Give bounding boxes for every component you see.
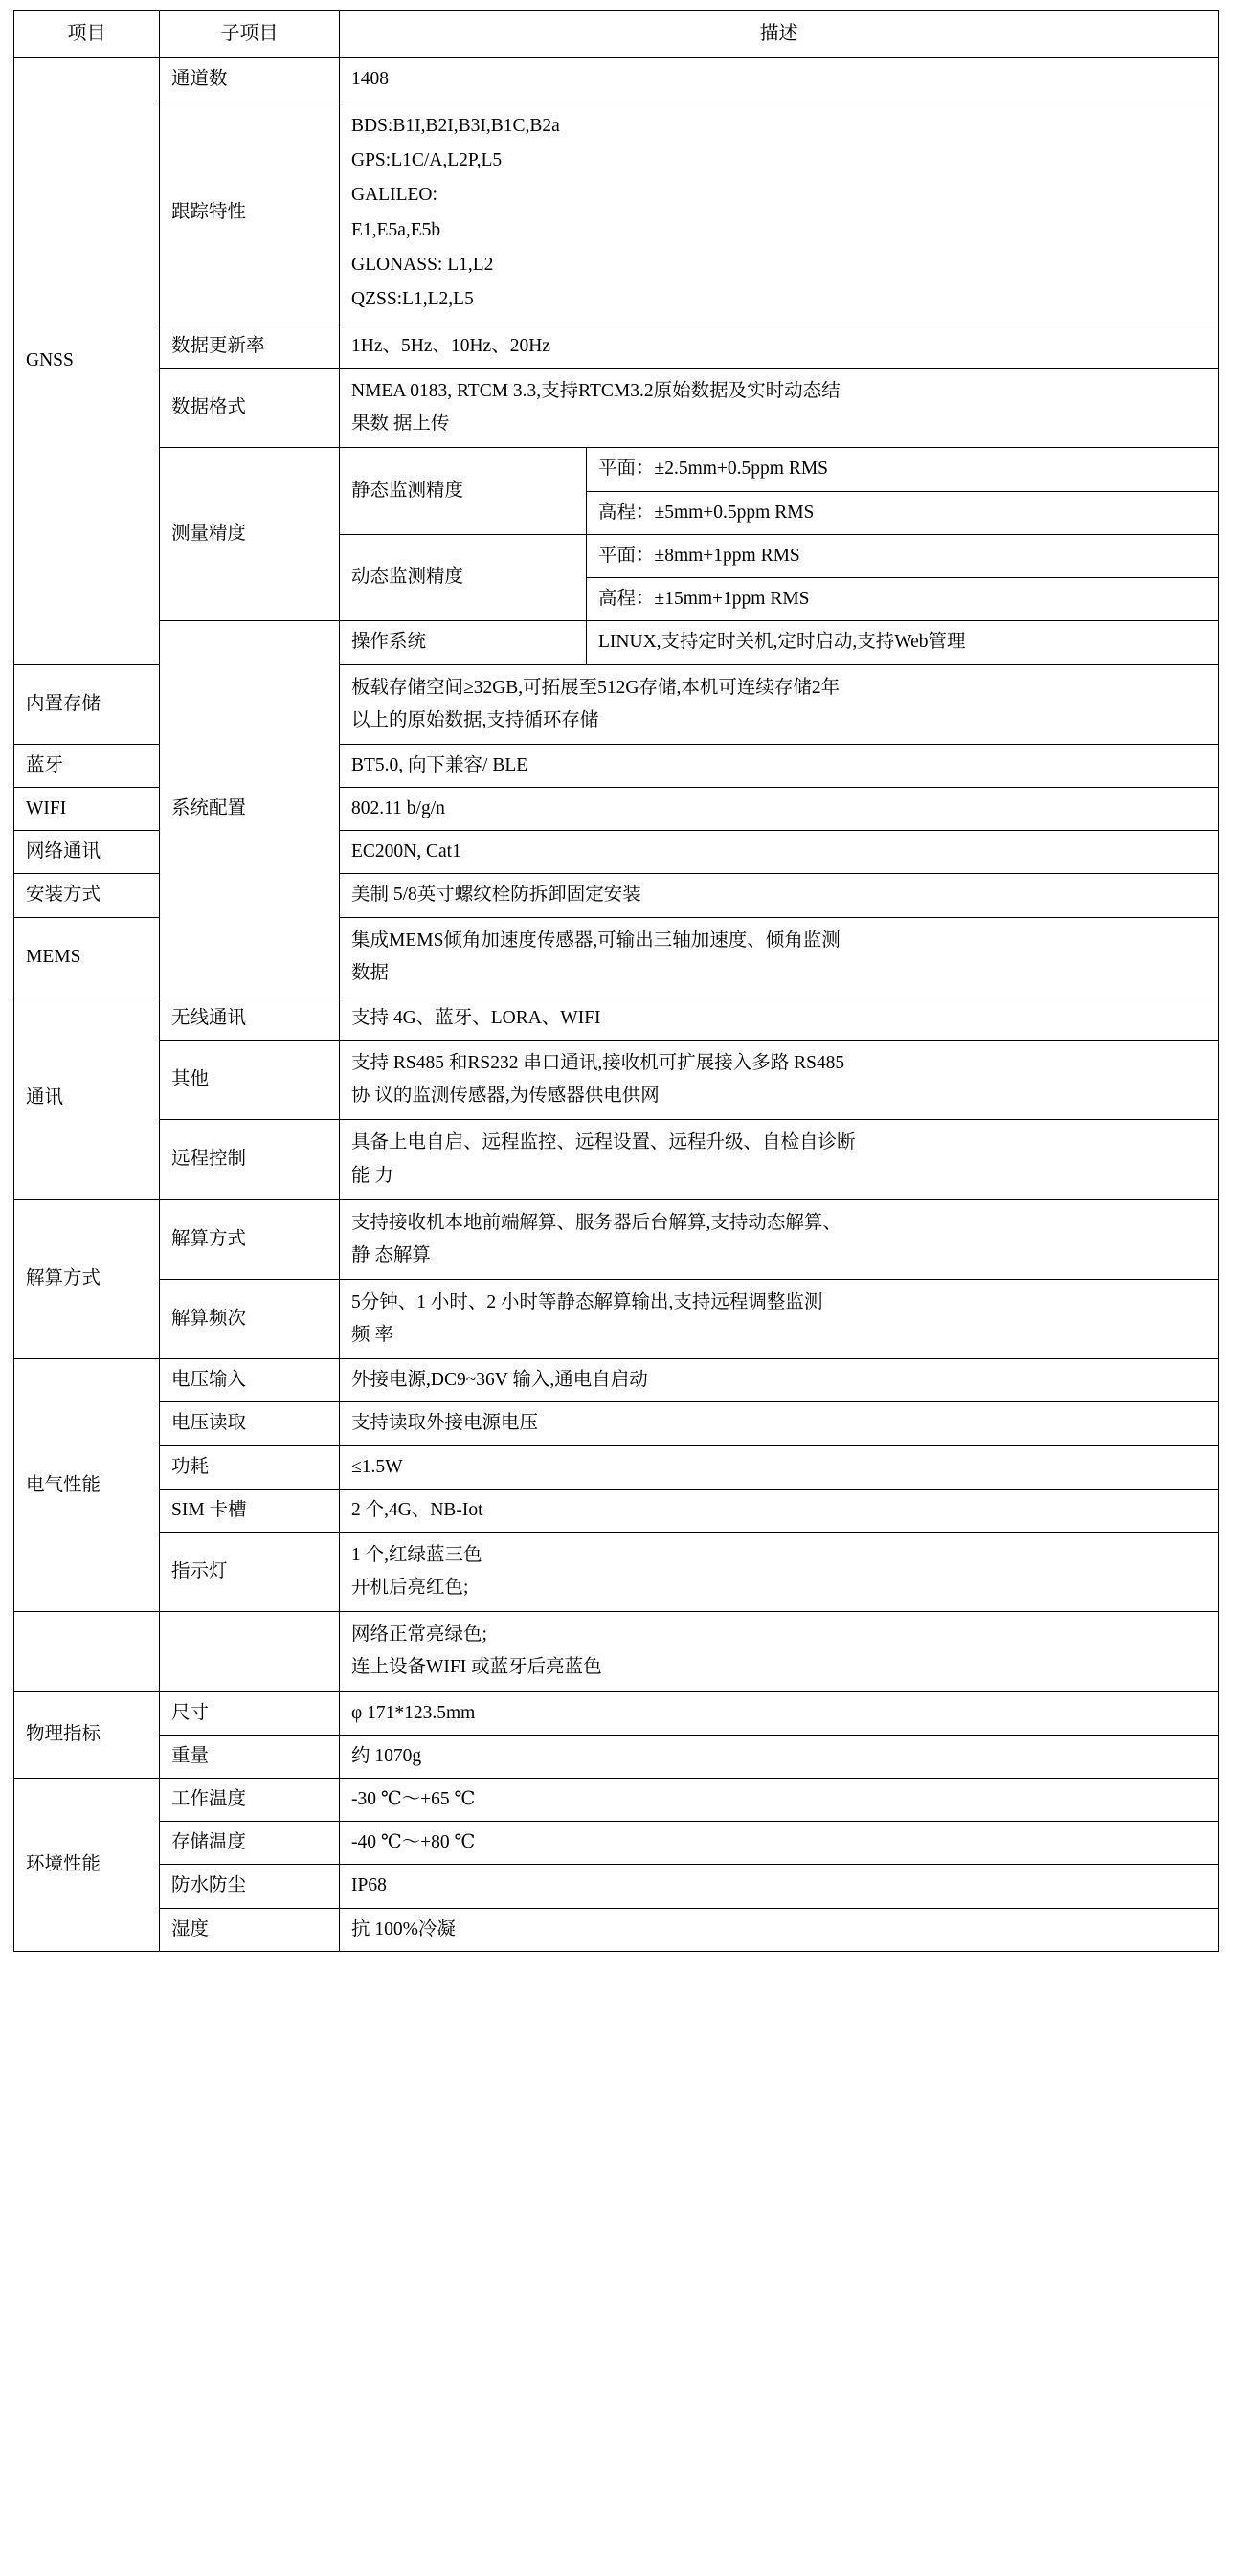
desc-remote-control [340,1120,1219,1199]
sub-internal-storage: 内置存储 [14,664,160,744]
internal-storage-line-1: 板载存储空间≥32GB,可拓展至512G存储,本机可连续存储2年 [351,677,841,698]
category-empty-continuation [14,1612,160,1691]
desc-weight: 约 1070g [340,1735,1219,1778]
remote-control-line-1: 具备上电自启、远程监控、远程设置、远程升级、自检自诊断 [351,1132,856,1154]
header-subitem: 子项目 [160,11,340,58]
sub-network: 网络通讯 [14,831,160,874]
accuracy-static-label: 静态监测精度 [340,448,587,534]
table-row [14,1612,1219,1691]
desc-wifi: 802.11 b/g/n [340,788,1219,831]
desc-wireless: 支持 4G、蓝牙、LORA、WIFI [340,997,1219,1040]
table-row [14,1199,1219,1279]
sub-waterproof: 防水防尘 [160,1865,340,1908]
remote-control-line-2: 能 力 [351,1165,393,1186]
tracking-line-galileo-bands: E1,E5a,E5b [351,219,441,240]
sub-empty-continuation [160,1612,340,1691]
desc-tracking [340,101,1219,325]
indicator-light-line-3: 网络正常亮绿色; [351,1624,487,1646]
tracking-line-bds: BDS:B1I,B2I,B3I,B1C,B2a [351,116,560,137]
table-row [14,1865,1219,1908]
sub-humidity: 湿度 [160,1908,340,1951]
desc-mems [340,917,1219,997]
table-header [14,11,1219,58]
accuracy-static-vertical: 高程：±5mm+0.5ppm RMS [587,491,1219,534]
desc-voltage-input: 外接电源,DC9~36V 输入,通电自启动 [340,1359,1219,1402]
desc-os: LINUX,支持定时关机,定时启动,支持Web管理 [587,621,1219,664]
category-system-config: 系统配置 [160,621,340,997]
accuracy-static-horizontal: 平面：±2.5mm+0.5ppm RMS [587,448,1219,491]
table-row [14,621,1219,664]
table-row [14,1822,1219,1865]
table-body [14,58,1219,1952]
table-row [14,1908,1219,1951]
desc-indicator-light [340,1533,1219,1612]
desc-dimensions: φ 171*123.5mm [340,1691,1219,1735]
sub-weight: 重量 [160,1735,340,1778]
sub-accuracy: 测量精度 [160,448,340,621]
desc-indicator-light-continued [340,1612,1219,1691]
sub-channels: 通道数 [160,58,340,101]
sub-update-rate: 数据更新率 [160,325,340,368]
sub-voltage-input: 电压输入 [160,1359,340,1402]
sub-other: 其他 [160,1041,340,1120]
table-row [14,369,1219,448]
other-line-2: 协 议的监测传感器,为传感器供电供网 [351,1086,660,1107]
mems-line-2: 数据 [351,962,390,983]
category-gnss: GNSS [14,58,160,665]
accuracy-dynamic-label: 动态监测精度 [340,534,587,620]
table-row [14,325,1219,368]
desc-other [340,1041,1219,1120]
table-row [14,58,1219,101]
sub-storage-temp: 存储温度 [160,1822,340,1865]
desc-update-rate: 1Hz、5Hz、10Hz、20Hz [340,325,1219,368]
category-solution-mode: 解算方式 [14,1199,160,1359]
desc-power-consumption: ≤1.5W [340,1445,1219,1489]
other-line-1: 支持 RS485 和RS232 串口通讯,接收机可扩展接入多路 RS485 [351,1053,845,1074]
specification-table [13,10,1219,1952]
solution-mode-line-2: 静 态解算 [351,1244,431,1266]
table-header-row [14,11,1219,58]
table-row [14,1445,1219,1489]
table-row [14,101,1219,325]
table-row [14,1120,1219,1199]
category-communication: 通讯 [14,997,160,1199]
tracking-line-gps: GPS:L1C/A,L2P,L5 [351,150,503,171]
header-item: 项目 [14,11,160,58]
data-format-line-2: 果数 据上传 [351,414,450,435]
solution-frequency-line-2: 频 率 [351,1325,393,1345]
desc-network: EC200N, Cat1 [340,831,1219,874]
table-row [14,448,1219,491]
solution-frequency-line-1: 5分钟、1 小时、2 小时等静态解算输出,支持远程调整监测 [351,1291,823,1312]
indicator-light-line-2: 开机后亮红色; [351,1578,469,1599]
table-row [14,1279,1219,1358]
desc-bluetooth: BT5.0, 向下兼容/ BLE [340,744,1219,787]
data-format-line-1: NMEA 0183, RTCM 3.3,支持RTCM3.2原始数据及实时动态结 [351,381,841,402]
sub-power-consumption: 功耗 [160,1445,340,1489]
sub-tracking: 跟踪特性 [160,101,340,325]
desc-channels: 1408 [340,58,1219,101]
desc-mounting: 美制 5/8英寸螺纹栓防拆卸固定安装 [340,874,1219,917]
table-row [14,1489,1219,1532]
header-description: 描述 [340,11,1219,58]
desc-waterproof: IP68 [340,1865,1219,1908]
sub-solution-frequency: 解算频次 [160,1279,340,1358]
tracking-line-glonass: GLONASS: L1,L2 [351,254,494,275]
sub-os: 操作系统 [340,621,587,664]
sub-mems: MEMS [14,917,160,997]
sub-dimensions: 尺寸 [160,1691,340,1735]
table-row [14,1041,1219,1120]
table-row [14,1778,1219,1821]
solution-mode-line-1: 支持接收机本地前端解算、服务器后台解算,支持动态解算、 [351,1212,841,1233]
table-row [14,997,1219,1040]
sub-wifi: WIFI [14,788,160,831]
indicator-light-line-1: 1 个,红绿蓝三色 [351,1545,482,1565]
sub-bluetooth: 蓝牙 [14,744,160,787]
sub-operating-temp: 工作温度 [160,1778,340,1821]
table-row [14,1691,1219,1735]
category-electrical: 电气性能 [14,1359,160,1612]
table-row [14,1402,1219,1445]
sub-remote-control: 远程控制 [160,1120,340,1199]
desc-data-format [340,369,1219,448]
sub-indicator-light: 指示灯 [160,1533,340,1612]
category-environment: 环境性能 [14,1778,160,1951]
sub-sim-slot: SIM 卡槽 [160,1489,340,1532]
accuracy-dynamic-vertical: 高程：±15mm+1ppm RMS [587,578,1219,621]
sub-data-format: 数据格式 [160,369,340,448]
internal-storage-line-2: 以上的原始数据,支持循环存储 [351,709,599,730]
table-row [14,1533,1219,1612]
desc-humidity: 抗 100%冷凝 [340,1908,1219,1951]
sub-solution-mode: 解算方式 [160,1199,340,1279]
accuracy-dynamic-horizontal: 平面：±8mm+1ppm RMS [587,534,1219,577]
desc-internal-storage [340,664,1219,744]
desc-solution-frequency [340,1279,1219,1358]
desc-storage-temp: -40 ℃～+80 ℃ [340,1822,1219,1865]
desc-operating-temp: -30 ℃～+65 ℃ [340,1778,1219,1821]
sub-wireless: 无线通讯 [160,997,340,1040]
indicator-light-line-4: 连上设备WIFI 或蓝牙后亮蓝色 [351,1657,602,1678]
category-physical: 物理指标 [14,1691,160,1778]
desc-sim-slot: 2 个,4G、NB-Iot [340,1489,1219,1532]
sub-voltage-read: 电压读取 [160,1402,340,1445]
desc-solution-mode [340,1199,1219,1279]
table-row [14,1735,1219,1778]
sub-mounting: 安装方式 [14,874,160,917]
tracking-line-qzss: QZSS:L1,L2,L5 [351,288,474,309]
mems-line-1: 集成MEMS倾角加速度传感器,可输出三轴加速度、倾角监测 [351,930,841,951]
tracking-line-galileo: GALILEO: [351,185,437,206]
table-row [14,1359,1219,1402]
desc-voltage-read: 支持读取外接电源电压 [340,1402,1219,1445]
